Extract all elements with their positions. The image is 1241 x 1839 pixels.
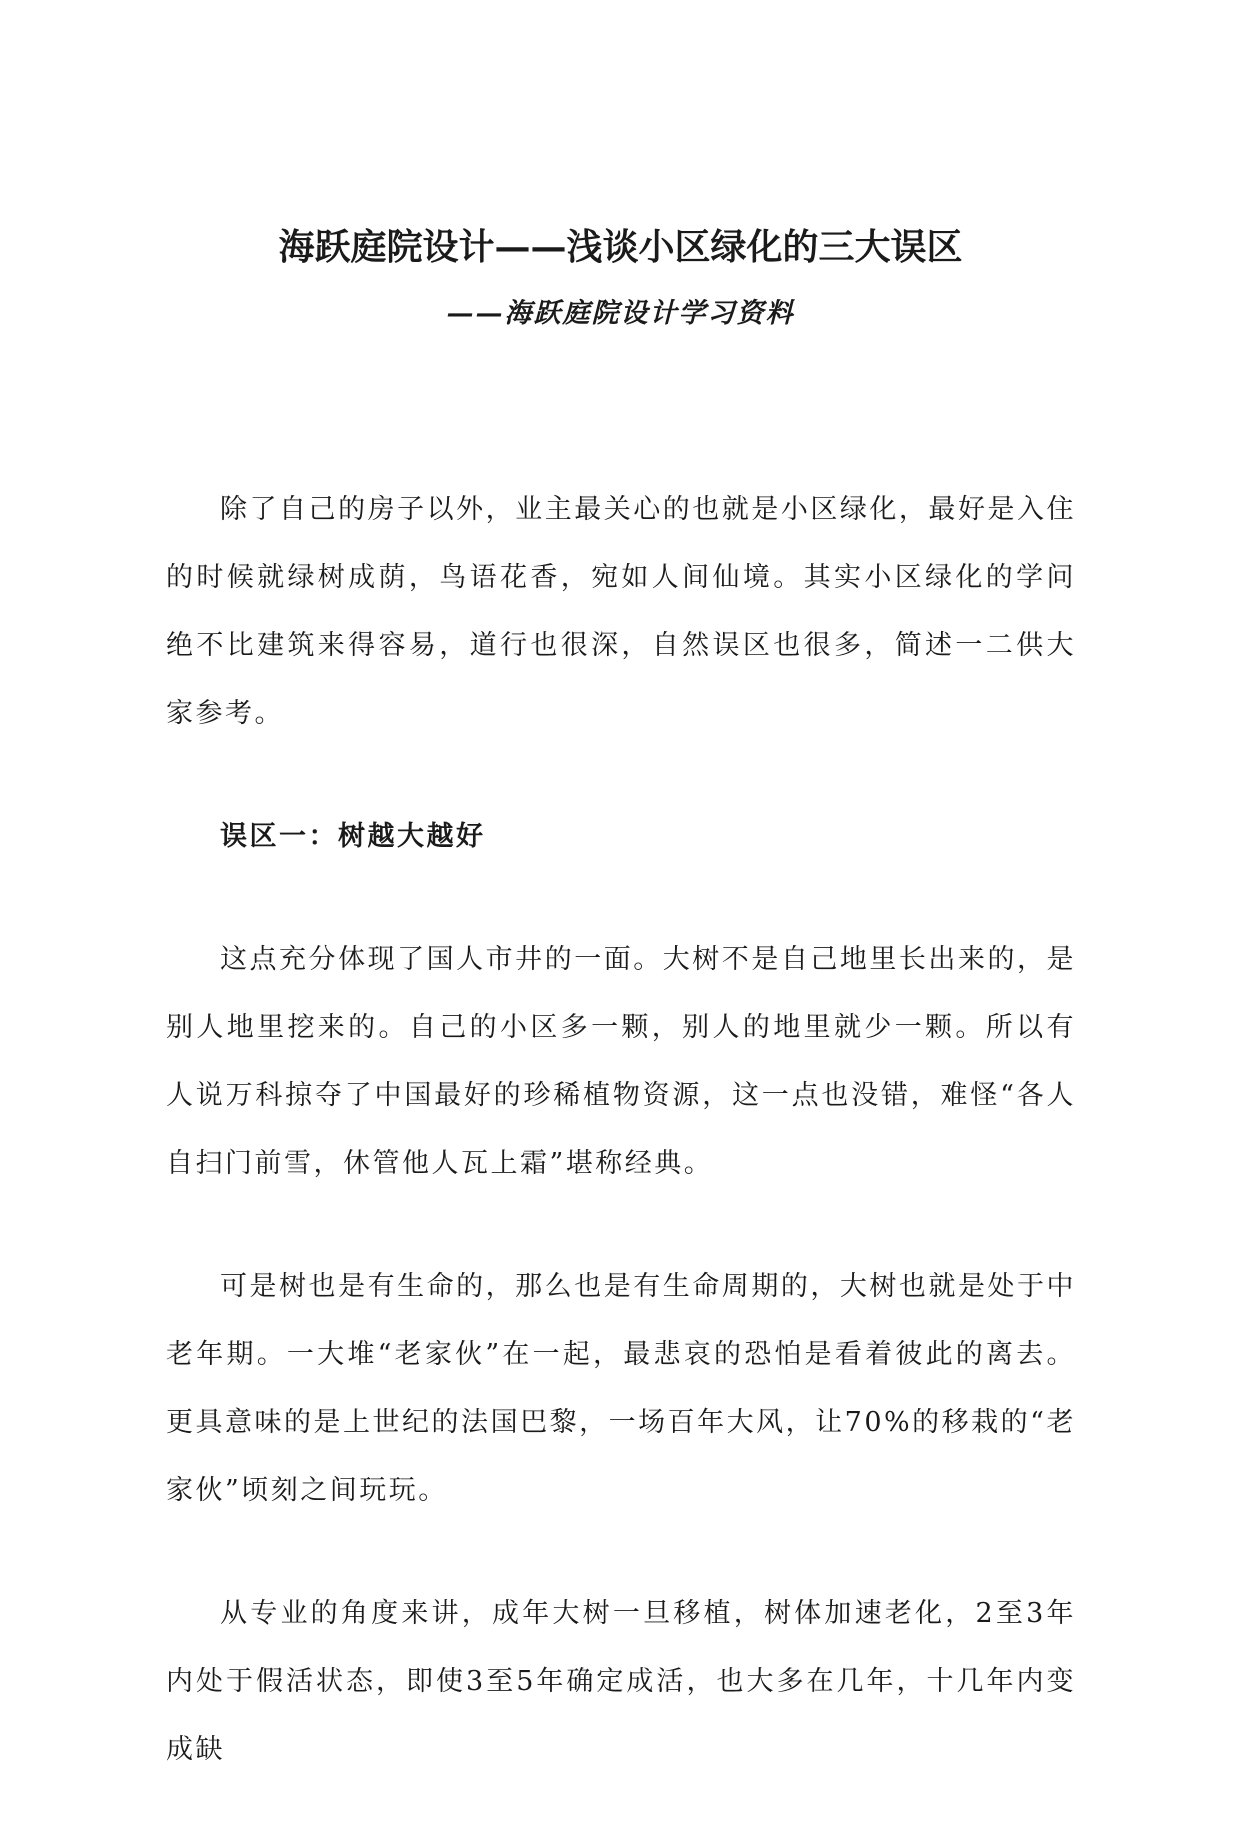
section-heading: 误区一：树越大越好 [220, 821, 486, 852]
paragraph: 可是树也是有生命的，那么也是有生命周期的，大树也就是处于中老年期。一大堆“老家伙”在一起，最悲哀的恐怕是看着彼此的离去。更具意味的是上世纪的法国巴黎，一场百年大风，让70%的移栽的“老家伙”顷刻之间玩玩。 [166, 1271, 1076, 1506]
paragraph: 这点充分体现了国人市井的一面。大树不是自己地里长出来的，是别人地里挖来的。自己的小区多一颗，别人的地里就少一颗。所以有人说万科掠夺了中国最好的珍稀植物资源，这一点也没错，难怪“各人自扫门前雪，休管他人瓦上霜”堪称经典。 [166, 944, 1076, 1179]
document-body [166, 476, 1076, 1839]
paragraph: 从专业的角度来讲，成年大树一旦移植，树体加速老化，2至3年内处于假活状态，即使3至5年确定成活，也大多在几年，十几年内变成缺 [166, 1598, 1076, 1765]
document-title: 海跃庭院设计——浅谈小区绿化的三大误区 [278, 226, 963, 268]
paragraph-intro: 除了自己的房子以外，业主最关心的也就是小区绿化，最好是入住的时候就绿树成荫，鸟语花香，宛如人间仙境。其实小区绿化的学问绝不比建筑来得容易，道行也很深，自然误区也很多，简述一二供大家参考。 [166, 494, 1076, 729]
document-subtitle: ——海跃庭院设计学习资料 [446, 298, 795, 329]
